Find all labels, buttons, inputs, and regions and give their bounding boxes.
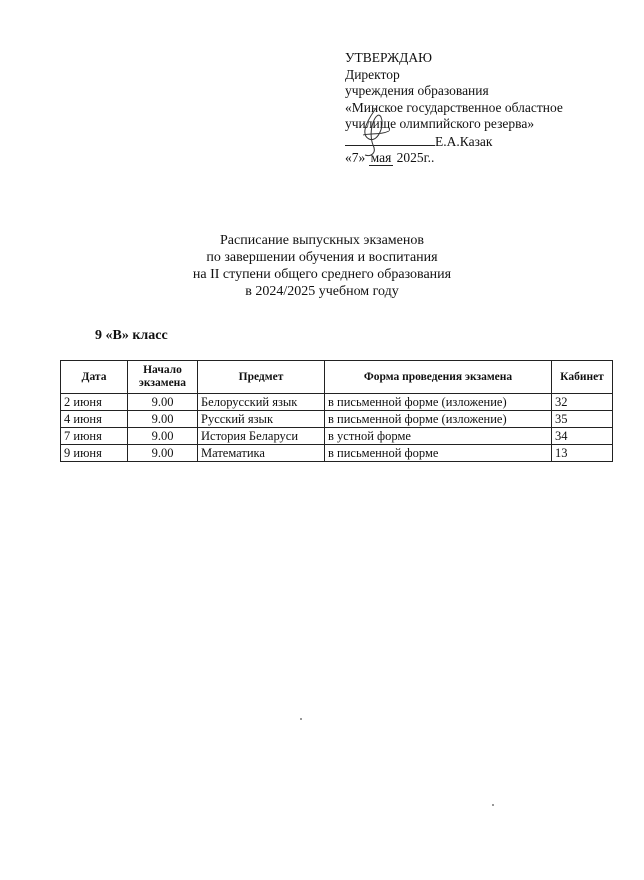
exam-schedule-table bbox=[60, 360, 613, 462]
cell-room: 34 bbox=[552, 428, 613, 445]
approval-block bbox=[345, 50, 563, 167]
cell-subject: Русский язык bbox=[198, 411, 325, 428]
approval-signature-line bbox=[345, 133, 563, 151]
header-start-line1: Начало bbox=[143, 364, 182, 376]
approval-position: Директор bbox=[345, 66, 400, 82]
document-title bbox=[0, 232, 644, 300]
cell-date: 2 июня bbox=[61, 394, 128, 411]
cell-room: 13 bbox=[552, 445, 613, 462]
cell-subject: Белорусский язык bbox=[198, 394, 325, 411]
class-label: 9 «В» класс bbox=[95, 328, 168, 343]
cell-form: в письменной форме (изложение) bbox=[325, 394, 552, 411]
approval-org-name-line2: училище олимпийского резерва» bbox=[345, 116, 535, 131]
cell-start: 9.00 bbox=[128, 411, 198, 428]
table-row bbox=[61, 428, 613, 445]
cell-form: в письменной форме bbox=[325, 445, 552, 462]
cell-subject: История Беларуси bbox=[198, 428, 325, 445]
cell-start: 9.00 bbox=[128, 445, 198, 462]
table-row bbox=[61, 411, 613, 428]
table-row bbox=[61, 445, 613, 462]
cell-date: 4 июня bbox=[61, 411, 128, 428]
cell-room: 35 bbox=[552, 411, 613, 428]
header-subject: Предмет bbox=[198, 361, 325, 394]
header-room: Кабинет bbox=[552, 361, 613, 394]
title-line-2: по завершении обучения и воспитания bbox=[206, 250, 438, 265]
cell-room: 32 bbox=[552, 394, 613, 411]
header-start bbox=[128, 361, 198, 394]
approval-org-name-line1: «Минское государственное областное bbox=[345, 99, 563, 115]
title-line-3: на II ступени общего среднего образования bbox=[192, 267, 452, 282]
header-date: Дата bbox=[61, 361, 128, 394]
scan-speck bbox=[300, 718, 302, 720]
table-header-row bbox=[61, 361, 613, 394]
approval-date bbox=[345, 150, 563, 167]
cell-date: 9 июня bbox=[61, 445, 128, 462]
approval-org-line: учреждения образования bbox=[345, 83, 489, 98]
cell-subject: Математика bbox=[198, 445, 325, 462]
approval-date-day: «7» bbox=[345, 150, 366, 165]
title-line-4: в 2024/2025 учебном году bbox=[245, 284, 399, 299]
approval-date-year: 2025г.. bbox=[396, 150, 435, 165]
approval-date-month: мая bbox=[370, 150, 392, 165]
table-row bbox=[61, 394, 613, 411]
title-line-1: Расписание выпускных экзаменов bbox=[220, 233, 424, 248]
cell-form: в устной форме bbox=[325, 428, 552, 445]
scan-speck bbox=[492, 804, 494, 806]
header-start-line2: экзамена bbox=[138, 377, 187, 389]
cell-form: в письменной форме (изложение) bbox=[325, 411, 552, 428]
cell-date: 7 июня bbox=[61, 428, 128, 445]
approval-heading: УТВЕРЖДАЮ bbox=[345, 50, 433, 65]
cell-start: 9.00 bbox=[128, 394, 198, 411]
signature-blank bbox=[345, 133, 435, 146]
signatory-name: Е.А.Казак bbox=[435, 133, 493, 149]
header-form: Форма проведения экзамена bbox=[325, 361, 552, 394]
cell-start: 9.00 bbox=[128, 428, 198, 445]
